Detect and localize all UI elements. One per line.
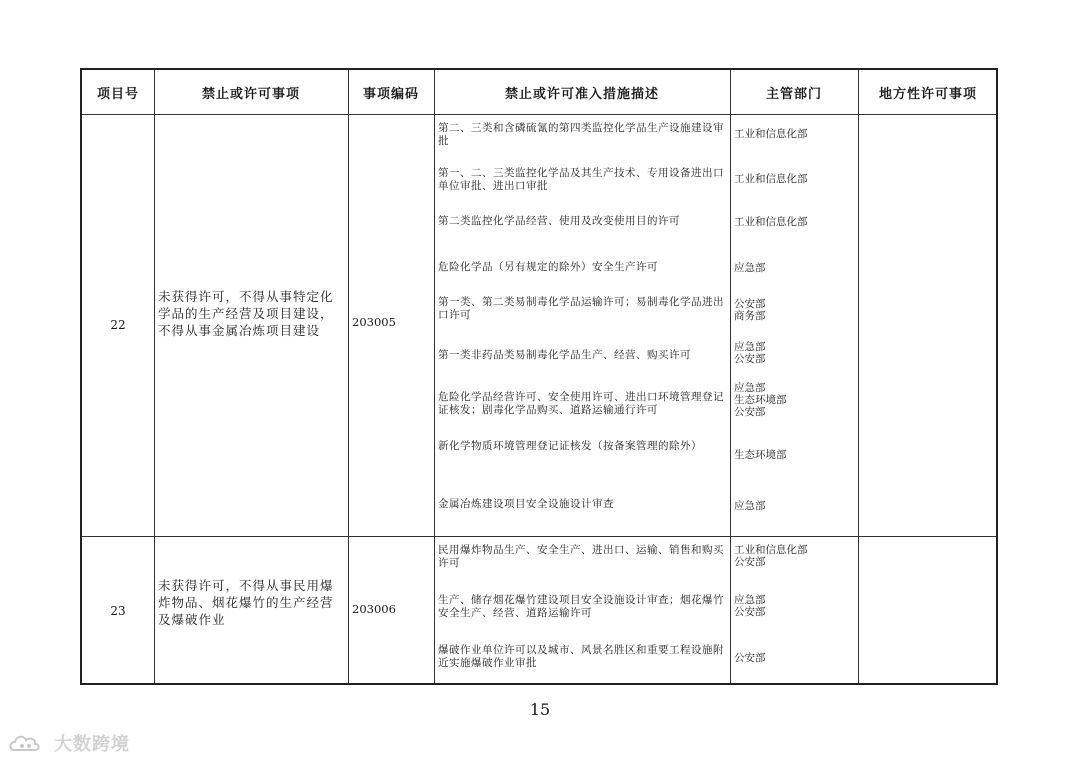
header-item-code: 事项编码 <box>362 86 419 102</box>
row-23-dept-3: 公安部 <box>734 652 766 664</box>
row-22-dept-6: 应急部 公安部 <box>734 341 766 365</box>
row-23-measure-1: 民用爆炸物品生产、安全生产、进出口、运输、销售和购买许可 <box>438 544 724 569</box>
watermark <box>8 730 130 756</box>
row-22-measure-3: 第二类监控化学品经营、使用及改变使用目的许可 <box>438 215 680 227</box>
row-22-dept-9: 应急部 <box>734 500 766 512</box>
row-22-number: 22 <box>110 318 126 332</box>
header-permit-item: 禁止或许可事项 <box>201 86 300 102</box>
row-23-item: 未获得许可，不得从事民用爆炸物品、烟花爆竹的生产经营及爆破作业 <box>158 578 334 627</box>
row-22-measure-6: 第一类非药品类易制毒化学品生产、经营、购买许可 <box>438 349 691 361</box>
header-measure-description: 禁止或许可准入措施描述 <box>504 86 659 102</box>
watermark-text: 大数跨境 <box>54 734 130 755</box>
column-divider <box>348 70 349 683</box>
column-divider <box>730 70 731 683</box>
column-divider <box>434 70 435 683</box>
row-divider <box>82 536 996 537</box>
permit-table <box>80 68 998 685</box>
row-22-measure-4: 危险化学品（另有规定的除外）安全生产许可 <box>438 261 658 273</box>
column-divider <box>858 70 859 683</box>
row-22-measure-8: 新化学物质环境管理登记证核发（按备案管理的除外） <box>438 440 702 452</box>
row-divider <box>82 114 996 115</box>
column-divider <box>154 70 155 683</box>
row-23-dept-1: 工业和信息化部 公安部 <box>734 544 808 568</box>
row-22-dept-7: 应急部 生态环境部 公安部 <box>734 382 787 418</box>
row-22-item: 未获得许可，不得从事特定化学品的生产经营及项目建设，不得从事金属冶炼项目建设 <box>158 289 334 338</box>
row-22-dept-5: 公安部 商务部 <box>734 298 766 322</box>
row-22-measure-1: 第二、三类和含磷硫氰的第四类监控化学品生产设施建设审批 <box>438 122 724 147</box>
row-22-dept-1: 工业和信息化部 <box>734 128 808 140</box>
row-22-dept-3: 工业和信息化部 <box>734 216 808 228</box>
row-22-measure-9: 金属冶炼建设项目安全设施设计审查 <box>438 498 614 510</box>
row-23-measure-3: 爆破作业单位许可以及城市、风景名胜区和重要工程设施附近实施爆破作业审批 <box>438 644 724 669</box>
cloud-logo-icon <box>8 732 48 754</box>
row-23-code: 203006 <box>352 602 396 616</box>
header-competent-department: 主管部门 <box>765 86 822 102</box>
page-number: 15 <box>529 700 551 719</box>
row-22-dept-4: 应急部 <box>734 262 766 274</box>
row-23-measure-2: 生产、储存烟花爆竹建设项目安全设施设计审查；烟花爆竹安全生产、经营、道路运输许可 <box>438 594 724 619</box>
row-23-dept-2: 应急部 公安部 <box>734 594 766 618</box>
row-22-dept-2: 工业和信息化部 <box>734 173 808 185</box>
row-22-measure-7: 危险化学品经营许可、安全使用许可、进出口环境管理登记证核发；剧毒化学品购买、道路运输通行许可 <box>438 391 724 416</box>
row-23-number: 23 <box>110 603 126 618</box>
row-22-measure-2: 第一、二、三类监控化学品及其生产技术、专用设备进出口单位审批、进出口审批 <box>438 167 724 192</box>
header-item-number: 项目号 <box>96 86 139 102</box>
header-local-permit: 地方性许可事项 <box>878 86 977 102</box>
row-22-code: 203005 <box>352 315 396 329</box>
row-22-measure-5: 第一类、第二类易制毒化学品运输许可；易制毒化学品进出口许可 <box>438 296 724 321</box>
row-22-dept-8: 生态环境部 <box>734 449 787 461</box>
